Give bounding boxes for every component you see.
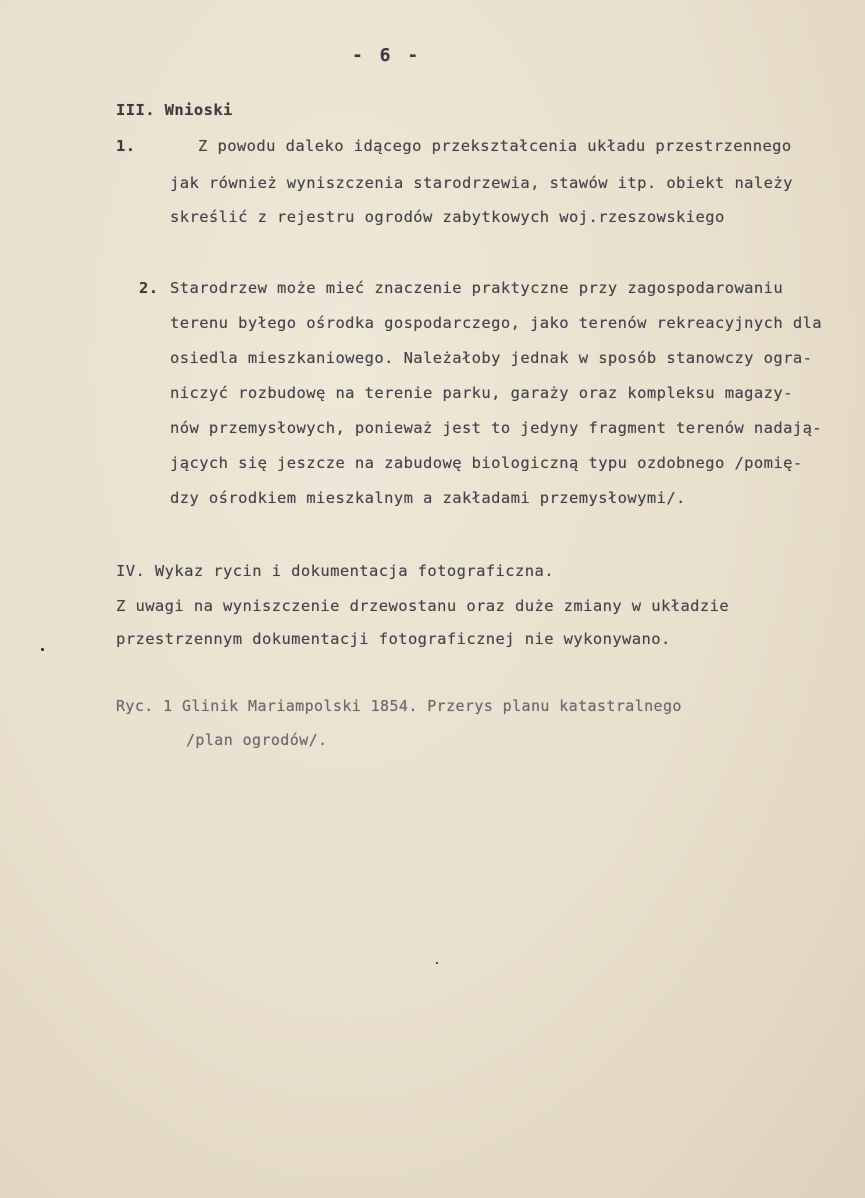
figure-caption-line-2: /plan ogrodów/. xyxy=(186,731,328,749)
item-2-line-2: terenu byłego ośrodka gospodarczego, jako terenów rekreacyjnych dla xyxy=(170,314,823,332)
section-iv-line-1: Z uwagi na wyniszczenie drzewostanu oraz duże zmiany w układzie xyxy=(116,597,730,615)
item-2-line-4: niczyć rozbudowę na terenie parku, garaży oraz kompleksu magazy- xyxy=(170,384,793,402)
paper-speck xyxy=(41,648,44,651)
page-number: - 6 - xyxy=(352,45,422,66)
paper-speck xyxy=(436,962,438,964)
item-2-line-7: dzy ośrodkiem mieszkalnym a zakładami przemysłowymi/. xyxy=(170,489,686,507)
section-iv-line-2: przestrzennym dokumentacji fotograficznej nie wykonywano. xyxy=(116,630,671,648)
item-1-line-1: Z powodu daleko idącego przekształcenia układu przestrzennego xyxy=(198,137,792,155)
item-2-number: 2. xyxy=(139,279,159,297)
item-2-line-5: nów przemysłowych, ponieważ jest to jedyny fragment terenów nadają- xyxy=(170,419,823,437)
section-iv-heading: IV. Wykaz rycin i dokumentacja fotograficzna. xyxy=(116,562,554,580)
item-1-line-3: skreślić z rejestru ogrodów zabytkowych woj.rzeszowskiego xyxy=(170,208,725,226)
item-2-line-1: Starodrzew może mieć znaczenie praktyczne przy zagospodarowaniu xyxy=(170,279,784,297)
section-iii-heading: III. Wnioski xyxy=(116,101,233,119)
figure-caption-line-1: Ryc. 1 Glinik Mariampolski 1854. Przerys planu katastralnego xyxy=(116,697,682,715)
item-1-number: 1. xyxy=(116,137,136,155)
item-2-line-3: osiedla mieszkaniowego. Należałoby jednak w sposób stanowczy ogra- xyxy=(170,349,813,367)
item-1-line-2: jak również wyniszczenia starodrzewia, stawów itp. obiekt należy xyxy=(170,174,793,192)
item-2-line-6: jących się jeszcze na zabudowę biologiczną typu ozdobnego /pomię- xyxy=(170,454,803,472)
